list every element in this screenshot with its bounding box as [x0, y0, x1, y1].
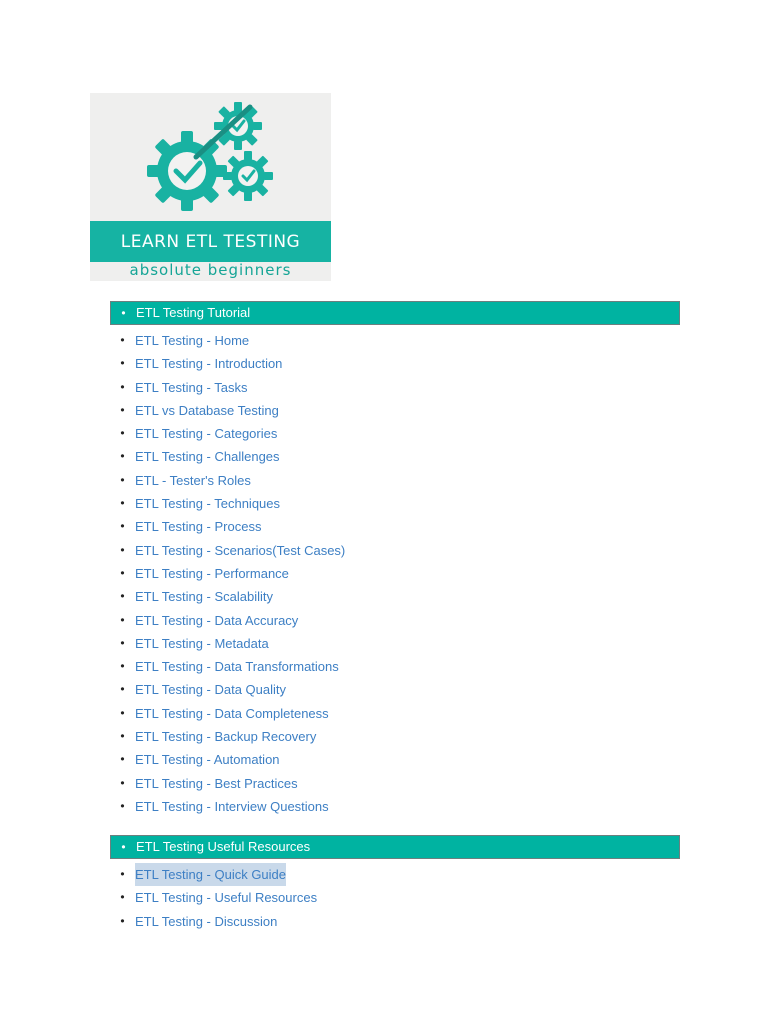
link-data-quality[interactable]: ETL Testing - Data Quality — [135, 682, 287, 698]
bullet: • — [120, 729, 125, 744]
link-quick-guide[interactable]: ETL Testing - Quick Guide — [135, 863, 286, 886]
bullet: • — [120, 356, 125, 371]
bullet: • — [120, 402, 125, 417]
bullet: • — [120, 682, 125, 697]
bullet: • — [120, 472, 125, 487]
bullet: • — [121, 306, 126, 320]
bullet: • — [120, 589, 125, 604]
bullet: • — [120, 752, 125, 767]
bullet: • — [120, 913, 125, 928]
link-metadata[interactable]: ETL Testing - Metadata — [135, 635, 269, 651]
bullet: • — [120, 705, 125, 720]
tutorial-section-title: ETL Testing Tutorial — [136, 305, 251, 320]
resources-section-title: ETL Testing Useful Resources — [136, 839, 311, 854]
bullet: • — [120, 333, 125, 347]
link-discussion[interactable]: ETL Testing - Discussion — [135, 913, 278, 929]
link-testers-roles[interactable]: ETL - Tester's Roles — [135, 472, 251, 488]
link-backup-recovery[interactable]: ETL Testing - Backup Recovery — [135, 729, 317, 745]
bullet: • — [120, 635, 125, 650]
link-automation[interactable]: ETL Testing - Automation — [135, 752, 280, 768]
link-interview-questions[interactable]: ETL Testing - Interview Questions — [135, 798, 329, 814]
link-process[interactable]: ETL Testing - Process — [135, 519, 262, 535]
bullet: • — [120, 542, 125, 557]
link-scalability[interactable]: ETL Testing - Scalability — [135, 589, 274, 605]
bullet: • — [120, 565, 125, 580]
bullet: • — [120, 659, 125, 674]
link-introduction[interactable]: ETL Testing - Introduction — [135, 356, 283, 372]
link-data-completeness[interactable]: ETL Testing - Data Completeness — [135, 705, 329, 721]
link-performance[interactable]: ETL Testing - Performance — [135, 565, 289, 581]
bullet: • — [120, 496, 125, 511]
logo-subtitle: absolute beginners — [129, 261, 292, 279]
link-categories[interactable]: ETL Testing - Categories — [135, 426, 278, 442]
bullet: • — [120, 775, 125, 790]
bullet: • — [120, 798, 125, 813]
resources-section-header — [110, 835, 680, 859]
link-tasks[interactable]: ETL Testing - Tasks — [135, 379, 248, 395]
logo-title: LEARN ETL TESTING — [90, 221, 331, 262]
bullet: • — [120, 867, 125, 881]
etl-testing-logo — [90, 93, 331, 281]
bullet: • — [120, 890, 125, 905]
gears-logo-icon — [90, 93, 331, 221]
link-useful-resources[interactable]: ETL Testing - Useful Resources — [135, 890, 318, 906]
bullet: • — [120, 449, 125, 464]
link-data-accuracy[interactable]: ETL Testing - Data Accuracy — [135, 612, 299, 628]
link-etl-testing-home[interactable]: ETL Testing - Home — [135, 333, 250, 348]
link-data-transformations[interactable]: ETL Testing - Data Transformations — [135, 659, 339, 675]
tutorial-section-header — [110, 301, 680, 325]
link-techniques[interactable]: ETL Testing - Techniques — [135, 496, 281, 512]
link-best-practices[interactable]: ETL Testing - Best Practices — [135, 775, 298, 791]
bullet: • — [120, 519, 125, 534]
link-challenges[interactable]: ETL Testing - Challenges — [135, 449, 280, 465]
bullet: • — [120, 379, 125, 394]
bullet: • — [120, 612, 125, 627]
link-scenarios[interactable]: ETL Testing - Scenarios(Test Cases) — [135, 542, 346, 558]
bullet: • — [120, 426, 125, 441]
link-etl-vs-database-testing[interactable]: ETL vs Database Testing — [135, 402, 279, 418]
bullet: • — [121, 840, 126, 854]
